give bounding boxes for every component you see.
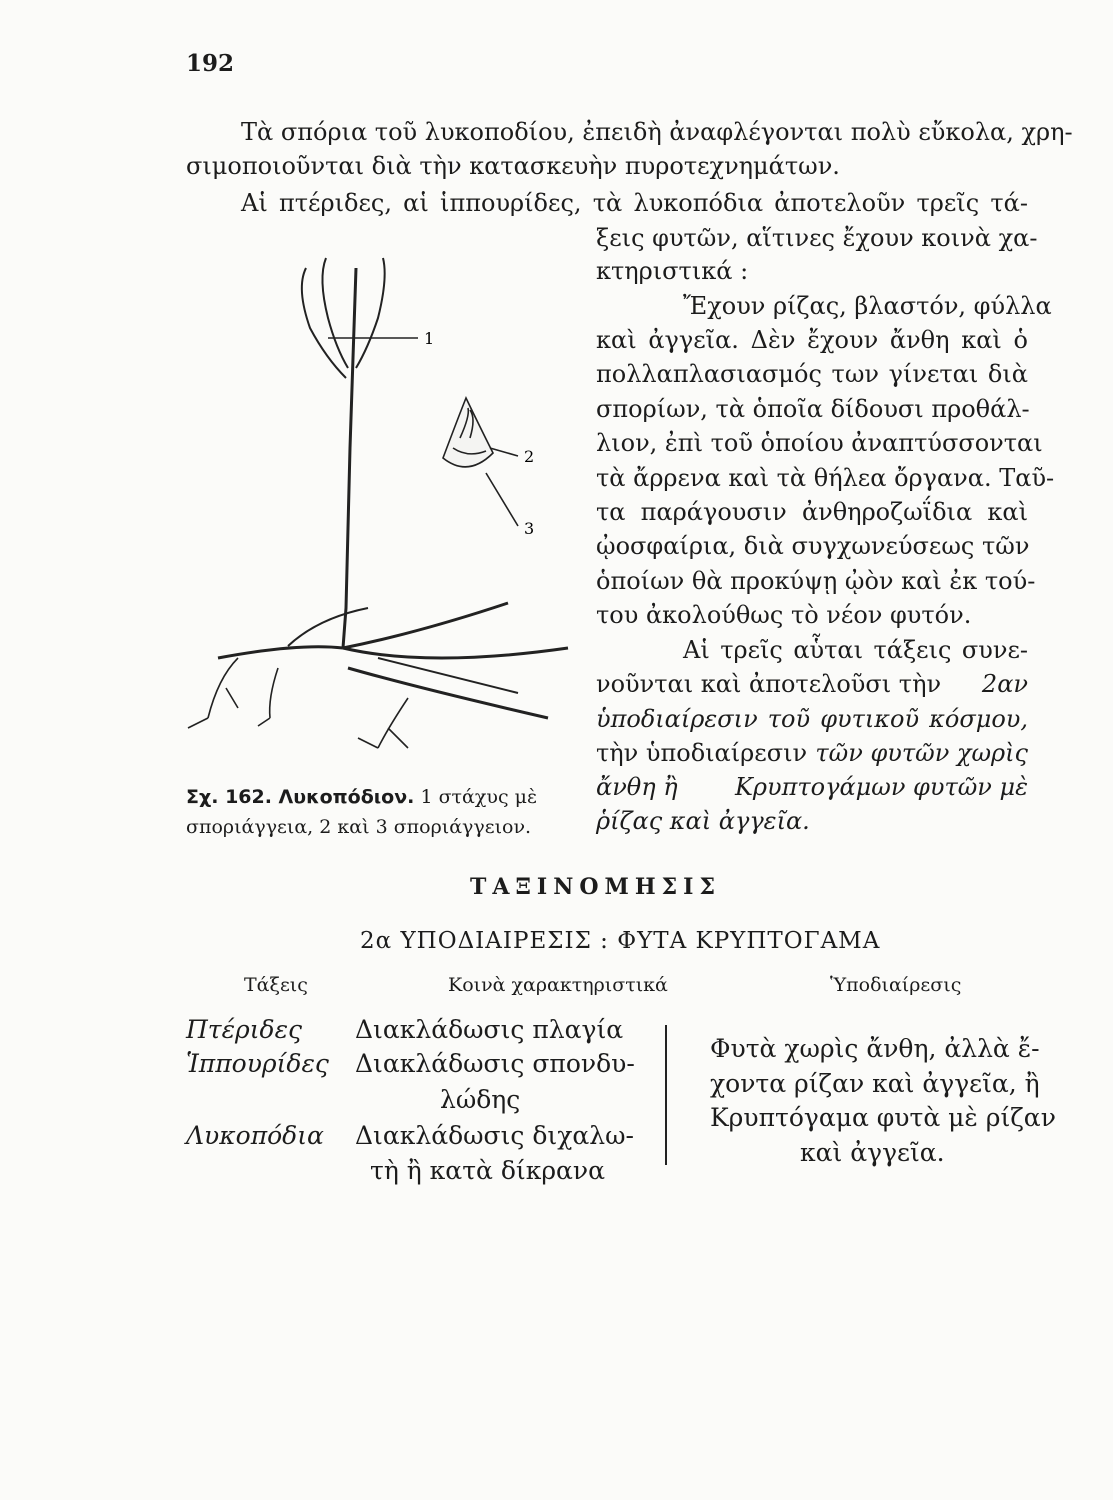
text-line: ᾠοσφαίρια, διὰ συγχωνεύσεως τῶν bbox=[596, 532, 1030, 560]
text-line: σιμοποιοῦνται διὰ τὴν κατασκευὴν πυροτεχνημάτων. bbox=[186, 152, 840, 180]
subdivision-text: καὶ ἀγγεῖα. bbox=[800, 1138, 945, 1167]
text-line: Ἔχουν ρίζας, βλαστόν, φύλλα bbox=[683, 292, 1052, 320]
column-header: Ὑποδιαίρεσις bbox=[830, 974, 962, 996]
subdivision-text: Κρυπτόγαμα φυτὰ μὲ ρίζαν bbox=[710, 1103, 1056, 1132]
text-line: του ἀκολούθως τὸ νέον φυτόν. bbox=[596, 601, 972, 629]
text-line: ξεις φυτῶν, αἵτινες ἔχουν κοινὰ χα- bbox=[596, 224, 1038, 252]
text-run-italic: τῶν φυτῶν χωρὶς bbox=[815, 739, 1028, 767]
text-run: νοῦνται καὶ ἀποτελοῦσι τὴν bbox=[596, 670, 942, 698]
class-name: Πτέριδες bbox=[186, 1015, 303, 1044]
table-divider bbox=[665, 1025, 667, 1165]
page-number: 192 bbox=[186, 50, 235, 77]
trait-text: Διακλάδωσις πλαγία bbox=[355, 1015, 624, 1044]
text-line: τὰ ἄρρενα καὶ τὰ θήλεα ὄργανα. Ταῦ- bbox=[596, 464, 1055, 492]
subdivision-text: Φυτὰ χωρὶς ἄνθη, ἀλλὰ ἔ- bbox=[710, 1034, 1040, 1063]
text-run: Κρυπτογάμων φυτῶν μὲ bbox=[734, 773, 1028, 801]
section-heading: ΤΑΞΙΝΟΜΗΣΙΣ bbox=[470, 874, 722, 900]
caption-title: Σχ. 162. Λυκοπόδιον. bbox=[186, 786, 415, 808]
text-run: τὴν ὑποδιαίρεσιν bbox=[596, 739, 808, 767]
text-line: Τὰ σπόρια τοῦ λυκοποδίου, ἐπειδὴ ἀναφλέγονται πολὺ εὔκολα, χρη- bbox=[241, 118, 1073, 146]
caption-text: 1 στάχυς μὲ bbox=[420, 786, 538, 808]
figure-label: 1 bbox=[424, 329, 435, 348]
text-line bbox=[596, 770, 1028, 804]
figure-label: 3 bbox=[524, 519, 535, 538]
trait-text: τὴ ἢ κατὰ δίκρανα bbox=[370, 1156, 605, 1185]
trait-text: Διακλάδωσις σπονδυ- bbox=[355, 1049, 635, 1078]
trait-text: Διακλάδωσις διχαλω- bbox=[355, 1121, 634, 1150]
text-line: ὑποδιαίρεσιν τοῦ φυτικοῦ κόσμου, bbox=[596, 705, 1028, 733]
text-line: λιον, ἐπὶ τοῦ ὁποίου ἀναπτύσσονται bbox=[596, 429, 1043, 457]
class-name: Ἱππουρίδες bbox=[186, 1049, 329, 1078]
column-header: Κοινὰ χαρακτηριστικά bbox=[448, 974, 668, 996]
text-run-italic: 2αν bbox=[981, 670, 1028, 698]
text-line: Αἱ πτέριδες, αἱ ἱππουρίδες, τὰ λυκοπόδια ἀποτελοῦν τρεῖς τά- bbox=[241, 189, 1028, 217]
section-subheading: 2α ΥΠΟΔΙΑΙΡΕΣΙΣ : ΦΥΤΑ ΚΡΥΠΤΟΓΑΜΑ bbox=[360, 928, 881, 954]
text-line: ὁποίων θὰ προκύψῃ ᾠὸν καὶ ἐκ τού- bbox=[596, 567, 1036, 595]
text-line: σπορίων, τὰ ὁποῖα δίδουσι προθάλ- bbox=[596, 395, 1030, 423]
trait-text: λώδης bbox=[440, 1085, 521, 1114]
text-run: ἄνθη ἢ bbox=[596, 773, 678, 801]
text-line: καὶ ἀγγεῖα. Δὲν ἔχουν ἄνθη καὶ ὁ bbox=[596, 326, 1028, 354]
figure-label: 2 bbox=[524, 447, 535, 466]
text-line: κτηριστικά : bbox=[596, 257, 749, 285]
text-line bbox=[596, 736, 1028, 770]
text-line: ῥίζας καὶ ἀγγεῖα. bbox=[596, 807, 810, 835]
lycopodium-drawing bbox=[188, 258, 568, 748]
text-line: Αἱ τρεῖς αὗται τάξεις συνε- bbox=[683, 636, 1028, 664]
figure-caption bbox=[186, 786, 537, 808]
class-name: Λυκοπόδια bbox=[186, 1121, 324, 1150]
text-line: τα παράγουσιν ἀνθηροζωΐδια καὶ bbox=[596, 498, 1028, 526]
text-line: πολλαπλασιασμός των γίνεται διὰ bbox=[596, 360, 1028, 388]
figure-caption: σποριάγγεια, 2 καὶ 3 σποριάγγειον. bbox=[186, 816, 532, 838]
subdivision-text: χοντα ρίζαν καὶ ἀγγεῖα, ἢ bbox=[710, 1069, 1040, 1098]
column-header: Τάξεις bbox=[244, 974, 308, 996]
lycopodium-figure bbox=[178, 248, 578, 788]
text-line bbox=[596, 667, 1028, 701]
